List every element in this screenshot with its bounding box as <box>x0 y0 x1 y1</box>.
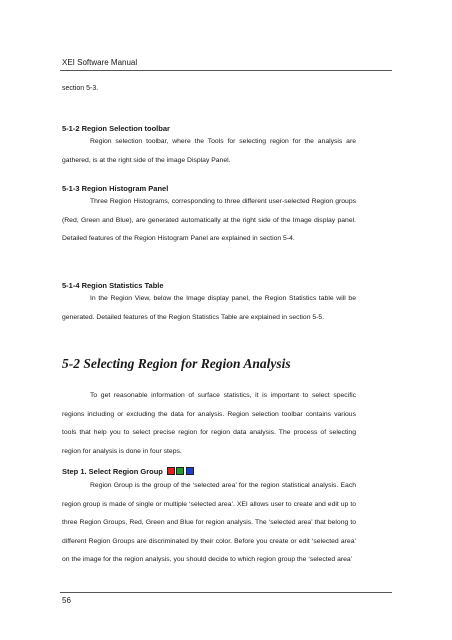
paragraph-5-1-2-text: Region selection toolbar, where the Tools for selecting region for the analysis are gathered, is at the right side of the image Display Panel. <box>62 138 356 164</box>
red-region-icon <box>167 467 175 475</box>
paragraph-5-2 <box>62 387 356 461</box>
heading-5-2: 5-2 Selecting Region for Region Analysis <box>62 356 291 371</box>
paragraph-step-1-text: Region Group is the group of the ‘selected area’ for the region statistical analysis. Each region group is made of single or multiple ‘selected area’. XEI allows user to create and edit up to three Region Groups, Red, Green and Blue for region analysis. The ‘selected area’ that belong to different Region Groups are discriminated by their color. Before you create or edit ‘selected area’ on the image for the region analysis, you should decide to which region group the ‘selected area’ <box>62 482 356 563</box>
header-rule <box>60 70 392 71</box>
green-region-icon <box>176 467 184 475</box>
paragraph-5-1-4 <box>62 290 356 327</box>
blue-region-icon <box>186 467 194 475</box>
paragraph-5-1-3-text: Three Region Histograms, corresponding to three different user-selected Region groups (Red, Green and Blue), are generated automatically at the right side of the Image display panel. Detailed features of the Region Histogram Panel are explained in section 5-4. <box>62 198 356 242</box>
heading-5-1-2: 5-1-2 Region Selection toolbar <box>62 124 170 133</box>
heading-5-1-3: 5-1-3 Region Histogram Panel <box>62 184 169 193</box>
page-number: 56 <box>62 596 71 605</box>
region-group-icon <box>167 467 196 477</box>
heading-step-1 <box>62 467 195 477</box>
paragraph-5-1-4-text: In the Region View, below the Image display panel, the Region Statistics table will be generated. Detailed features of the Region Statistics Table are explained in section 5-5. <box>62 295 356 321</box>
heading-step-1-text: Step 1. Select Region Group <box>62 467 163 476</box>
heading-5-1-4: 5-1-4 Region Statistics Table <box>62 281 164 290</box>
paragraph-5-1-3 <box>62 193 356 249</box>
intro-line: section 5-3. <box>62 85 99 92</box>
footer-rule <box>60 592 392 593</box>
running-header: XEI Software Manual <box>62 58 138 67</box>
paragraph-step-1 <box>62 477 356 570</box>
paragraph-5-2-text: To get reasonable information of surface statistics, it is important to select specific regions including or excluding the data for analysis. Region selection toolbar contains various tools that help you to select precise region for region data analysis. The process of selecting region for analysis is done in four steps. <box>62 392 356 455</box>
paragraph-5-1-2 <box>62 133 356 170</box>
